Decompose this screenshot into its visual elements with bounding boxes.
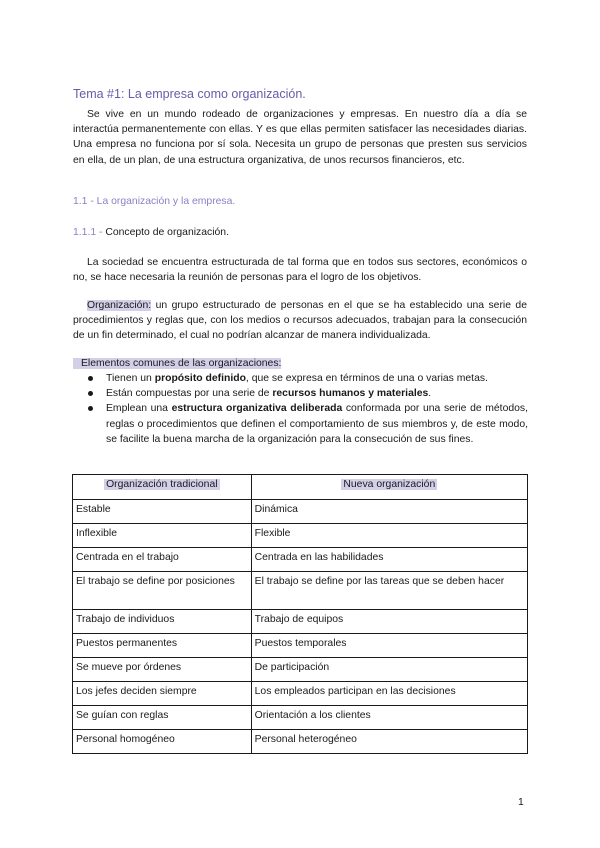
elements-list bbox=[88, 371, 528, 447]
table-row: Se mueve por órdenes De participación bbox=[73, 658, 528, 682]
section-heading-1-1-1 bbox=[73, 227, 229, 238]
list-item: Tienen un propósito definido, que se expresa en términos de una o varias metas. bbox=[88, 371, 528, 386]
comparison-table bbox=[72, 474, 528, 754]
table-header-traditional: Organización tradicional bbox=[73, 475, 252, 500]
definition-paragraph bbox=[73, 298, 527, 344]
society-paragraph: La sociedad se encuentra estructurada de tal forma que en todos sus sectores, económicos o no, se hace necesaria la reunión de personas para el logro de los objetivos. bbox=[73, 257, 527, 284]
table-row: El trabajo se define por posiciones El trabajo se define por las tareas que se deben hacer bbox=[73, 572, 528, 610]
table-row: Personal homogéneo Personal heterogéneo bbox=[73, 730, 528, 754]
intro-paragraph: Se vive en un mundo rodeado de organizaciones y empresas. En nuestro día a día se interactúa permanentemente con ellas. Y es que ellas permiten satisfacer las necesidades diarias. Una empresa no funciona por sí sola. Necesita un grupo de personas que presten sus servicios en ella, de un plan, de una estructura organizativa, de unos recursos financieros, etc. bbox=[73, 109, 527, 166]
page-number: 1 bbox=[518, 797, 524, 808]
table-header-new: Nueva organización bbox=[251, 475, 527, 500]
elements-heading-text: Elementos comunes de las organizaciones: bbox=[73, 358, 281, 369]
definition-term: Organización: bbox=[87, 300, 152, 311]
table-row: Centrada en el trabajo Centrada en las habilidades bbox=[73, 548, 528, 572]
bullet-icon bbox=[88, 391, 93, 396]
table-row: Puestos permanentes Puestos temporales bbox=[73, 634, 528, 658]
table-row: Inflexible Flexible bbox=[73, 524, 528, 548]
table-header-row bbox=[73, 475, 528, 500]
page-title: Tema #1: La empresa como organización. bbox=[73, 87, 306, 101]
table-row: Los jefes deciden siempre Los empleados participan en las decisiones bbox=[73, 682, 528, 706]
list-item: Están compuestas por una serie de recursos humanos y materiales. bbox=[88, 386, 528, 401]
table-row: Trabajo de individuos Trabajo de equipos bbox=[73, 610, 528, 634]
bullet-icon bbox=[88, 376, 93, 381]
elements-heading bbox=[73, 356, 527, 371]
table-row: Se guían con reglas Orientación a los clientes bbox=[73, 706, 528, 730]
subsection-text: Concepto de organización. bbox=[102, 227, 229, 238]
table-row: Estable Dinámica bbox=[73, 500, 528, 524]
subsection-number: 1.1.1 - bbox=[73, 227, 103, 238]
list-item: Emplean una estructura organizativa deliberada conformada por una serie de métodos, reglas o procedimientos que definen el comportamiento de sus miembros y, de este modo, se facilite la buena marcha de la organización para la consecución de sus fines. bbox=[88, 401, 528, 447]
bullet-icon bbox=[88, 406, 93, 411]
definition-text: un grupo estructurado de personas en el que se ha establecido una serie de procedimientos y reglas que, con los medios o recursos adecuados, trabajan para la consecución de un fin determinado, el cual no podrían alcanzar de manera individualizada. bbox=[73, 300, 527, 342]
section-heading-1-1: 1.1 - La organización y la empresa. bbox=[73, 196, 236, 207]
